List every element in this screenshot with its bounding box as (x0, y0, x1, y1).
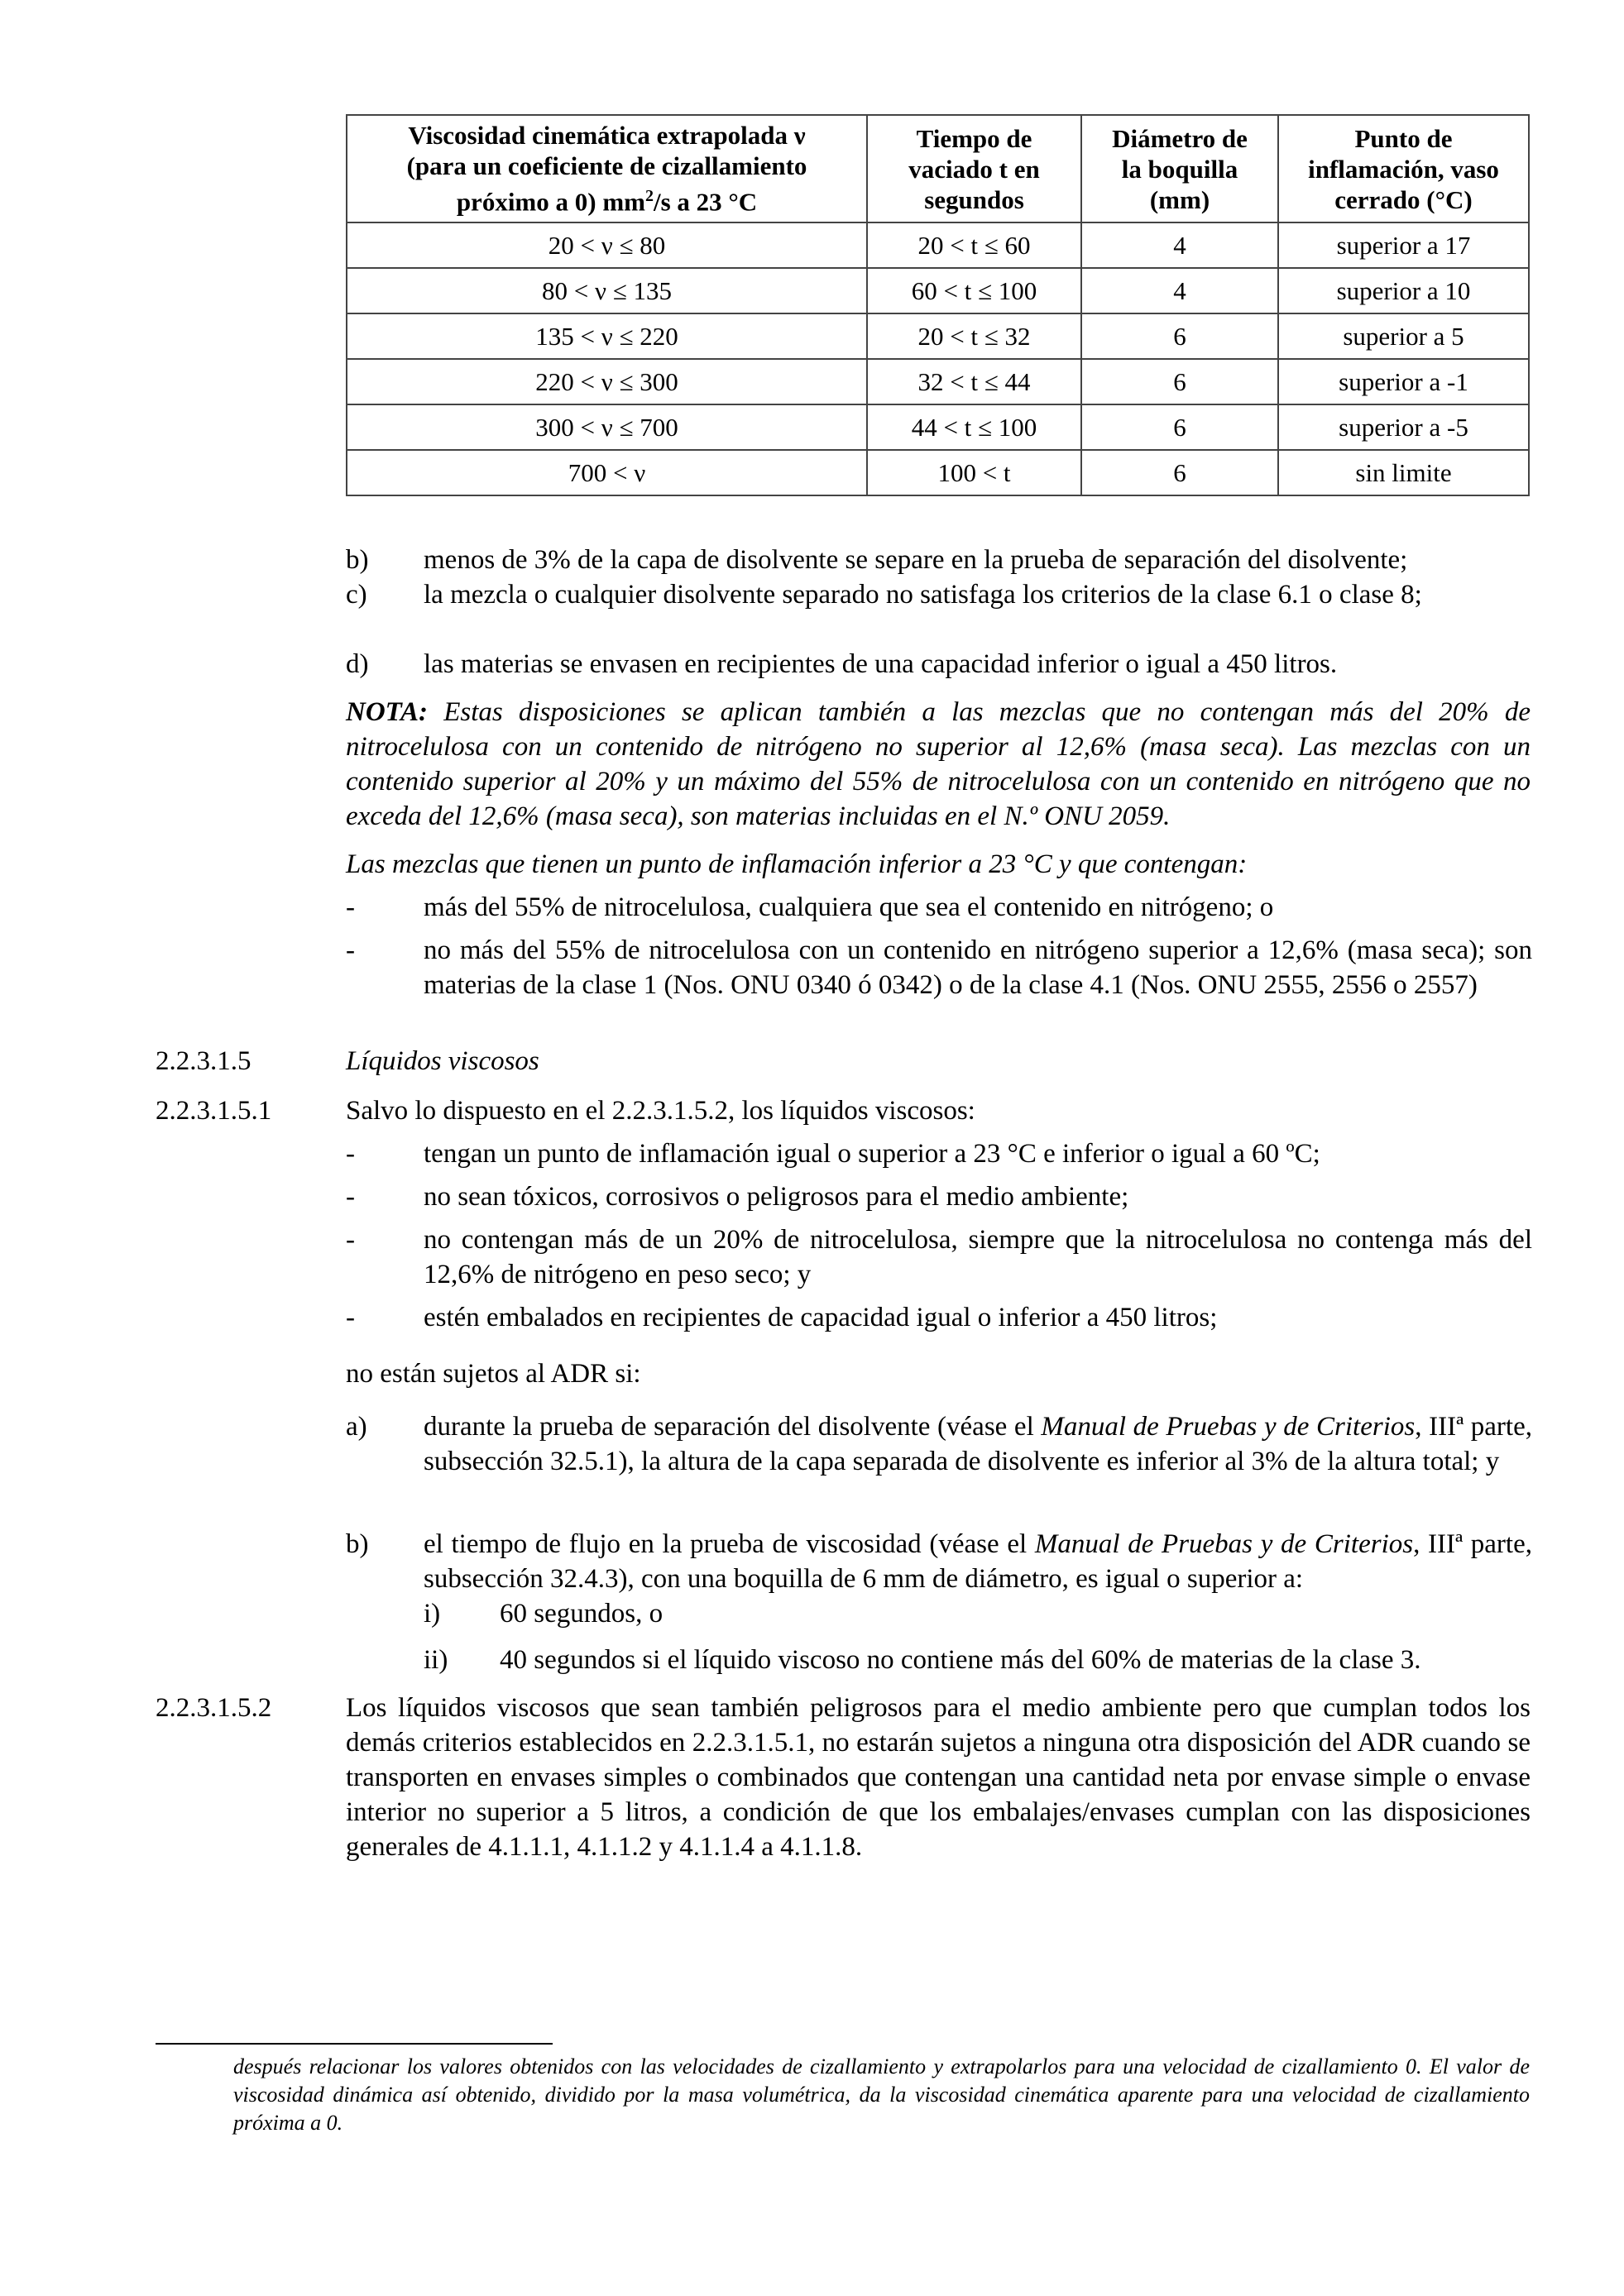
table-cell: 20 < t ≤ 32 (867, 313, 1081, 359)
footnote-text: después relacionar los valores obtenidos con las velocidades de cizallamiento y extrapolarlos para una velocidad de cizallamiento 0. El valor de viscosidad dinámica así obtenido, dividido por la masa volumétrica, da la viscosidad cinemática aparente para una velocidad de cizallamiento próxima a 0. (233, 2054, 1530, 2135)
dash-marker: - (346, 1225, 355, 1255)
nota-paragraph (346, 695, 1531, 834)
table-cell: 4 (1081, 268, 1278, 313)
table-cell: 20 < ν ≤ 80 (347, 222, 867, 268)
table-cell: superior a -1 (1278, 359, 1529, 404)
section-number-2231-52: 2.2.3.1.5.2 (156, 1693, 272, 1723)
manual-title: Manual de Pruebas y de Criterios (1034, 1529, 1414, 1559)
list-label-b2: b) (346, 1529, 369, 1559)
header-diameter: Diámetro de la boquilla (mm) (1081, 115, 1278, 222)
table-cell: 135 < ν ≤ 220 (347, 313, 867, 359)
header-flashpoint: Punto de inflamación, vaso cerrado (°C) (1278, 115, 1529, 222)
exemption-i-text: 60 segundos, o (500, 1599, 663, 1629)
viscosity-table (346, 114, 1530, 496)
table-row (347, 222, 1529, 268)
criterion-item: tengan un punto de inflamación igual o superior a 23 °C e inferior o igual a 60 ºC; (424, 1139, 1320, 1169)
footnote-separator (156, 2043, 553, 2045)
table-header-row (347, 115, 1529, 222)
table-cell: 220 < ν ≤ 300 (347, 359, 867, 404)
list-label-d: d) (346, 649, 369, 679)
header-viscosity: Viscosidad cinemática extrapolada ν (para un coeficiente de cizallamiento próximo a 0) $mm^2/s$ a 23 °C (347, 115, 867, 222)
table-row (347, 313, 1529, 359)
table-cell: 6 (1081, 313, 1278, 359)
mixtures-item-2: no más del 55% de nitrocelulosa con un contenido en nitrógeno superior a 12,6% (masa seca); son materias de la clase 1 (Nos. ONU 0340 ó 0342) o de la clase 4.1 (Nos. ONU 2555, 2556 o 2557) (424, 935, 1532, 1000)
dash-marker: - (346, 935, 355, 965)
criterion-item: no contengan más de un 20% de nitrocelulosa, siempre que la nitrocelulosa no contenga más del 12,6% de nitrógeno en peso seco; y (424, 1225, 1532, 1289)
table-cell: 60 < t ≤ 100 (867, 268, 1081, 313)
condition-c-text: la mezcla o cualquier disolvente separado no satisfaga los criterios de la clase 6.1 o clase 8; (424, 580, 1422, 610)
table-cell: sin limite (1278, 450, 1529, 495)
list-label-a: a) (346, 1412, 367, 1442)
criterion-item: no sean tóxicos, corrosivos o peligrosos para el medio ambiente; (424, 1182, 1129, 1212)
section-151-intro: Salvo lo dispuesto en el 2.2.3.1.5.2, los líquidos viscosos: (346, 1096, 975, 1126)
list-label-i: i) (424, 1599, 441, 1629)
table-cell: 44 < t ≤ 100 (867, 404, 1081, 450)
table-row (347, 404, 1529, 450)
table-cell: 300 < ν ≤ 700 (347, 404, 867, 450)
criterion-item: estén embalados en recipientes de capacidad igual o inferior a 450 litros; (424, 1303, 1218, 1332)
dash-marker: - (346, 1139, 355, 1169)
header-time: Tiempo de vaciado t en segundos (867, 115, 1081, 222)
section-number-2231-51: 2.2.3.1.5.1 (156, 1096, 272, 1126)
nota-text: Estas disposiciones se aplican también a las mezclas que no contengan más del 20% de nitrocelulosa con un contenido de nitrógeno no superior al 12,6% (masa seca). Las mezclas con un contenido superior al 20% y un máximo del 55% de nitrocelulosa con un contenido en nitrógeno que no exceda del 12,6% (masa seca), son materias incluidas en el N.º ONU 2059. (346, 697, 1531, 831)
table-cell: 4 (1081, 222, 1278, 268)
table-cell: 32 < t ≤ 44 (867, 359, 1081, 404)
section-152-text: Los líquidos viscosos que sean también peligrosos para el medio ambiente pero que cumplan todos los demás criterios establecidos en 2.2.3.1.5.1, no estarán sujetos a ninguna otra disposición del ADR cuando se transporten en envases simples o combinados que contengan una cantidad neta por envase simple o envase interior no superior a 5 litros, a condición de que los embalajes/envases cumplan con las disposiciones generales de 4.1.1.1, 4.1.1.2 y 4.1.1.4 a 4.1.1.8. (346, 1693, 1531, 1862)
nota-label: NOTA: (346, 697, 428, 727)
table-cell: 6 (1081, 450, 1278, 495)
table-cell: 6 (1081, 404, 1278, 450)
not-subject-text: no están sujetos al ADR si: (346, 1359, 641, 1389)
table-cell: 700 < ν (347, 450, 867, 495)
table-row (347, 450, 1529, 495)
table-cell: superior a 10 (1278, 268, 1529, 313)
mixtures-item-1: más del 55% de nitrocelulosa, cualquiera que sea el contenido en nitrógeno; o (424, 892, 1274, 922)
section-title-liquidos-viscosos: Líquidos viscosos (346, 1046, 539, 1076)
table-cell: 100 < t (867, 450, 1081, 495)
table-row (347, 268, 1529, 313)
table-cell: superior a 5 (1278, 313, 1529, 359)
mixtures-intro: Las mezclas que tienen un punto de inflamación inferior a 23 °C y que contengan: (346, 849, 1248, 879)
table-cell: 80 < ν ≤ 135 (347, 268, 867, 313)
manual-title: Manual de Pruebas y de Criterios (1041, 1412, 1416, 1442)
condition-d-text: las materias se envasen en recipientes de una capacidad inferior o igual a 450 litros. (424, 649, 1338, 679)
list-label-ii: ii) (424, 1645, 448, 1675)
table-row (347, 359, 1529, 404)
list-label-c: c) (346, 580, 367, 610)
table-cell: 6 (1081, 359, 1278, 404)
table-cell: superior a -5 (1278, 404, 1529, 450)
exemption-ii-text: 40 segundos si el líquido viscoso no contiene más del 60% de materias de la clase 3. (500, 1645, 1421, 1675)
exemption-a-text: durante la prueba de separación del disolvente (véase el Manual de Pruebas y de Criterios, IIIª parte, subsección 32.5.1), la altura de la capa separada de disolvente es inferior al 3% de la altura total; y (424, 1412, 1532, 1476)
dash-marker: - (346, 1303, 355, 1332)
exemption-b-text: el tiempo de flujo en la prueba de viscosidad (véase el Manual de Pruebas y de Criterios, IIIª parte, subsección 32.4.3), con una boquilla de 6 mm de diámetro, es igual o superior a: (424, 1529, 1532, 1594)
dash-marker: - (346, 892, 355, 922)
table-cell: 20 < t ≤ 60 (867, 222, 1081, 268)
condition-b-text: menos de 3% de la capa de disolvente se separe en la prueba de separación del disolvente; (424, 545, 1408, 575)
dash-marker: - (346, 1182, 355, 1212)
list-label-b: b) (346, 545, 369, 575)
table-cell: superior a 17 (1278, 222, 1529, 268)
section-number-2231-5: 2.2.3.1.5 (156, 1046, 252, 1076)
